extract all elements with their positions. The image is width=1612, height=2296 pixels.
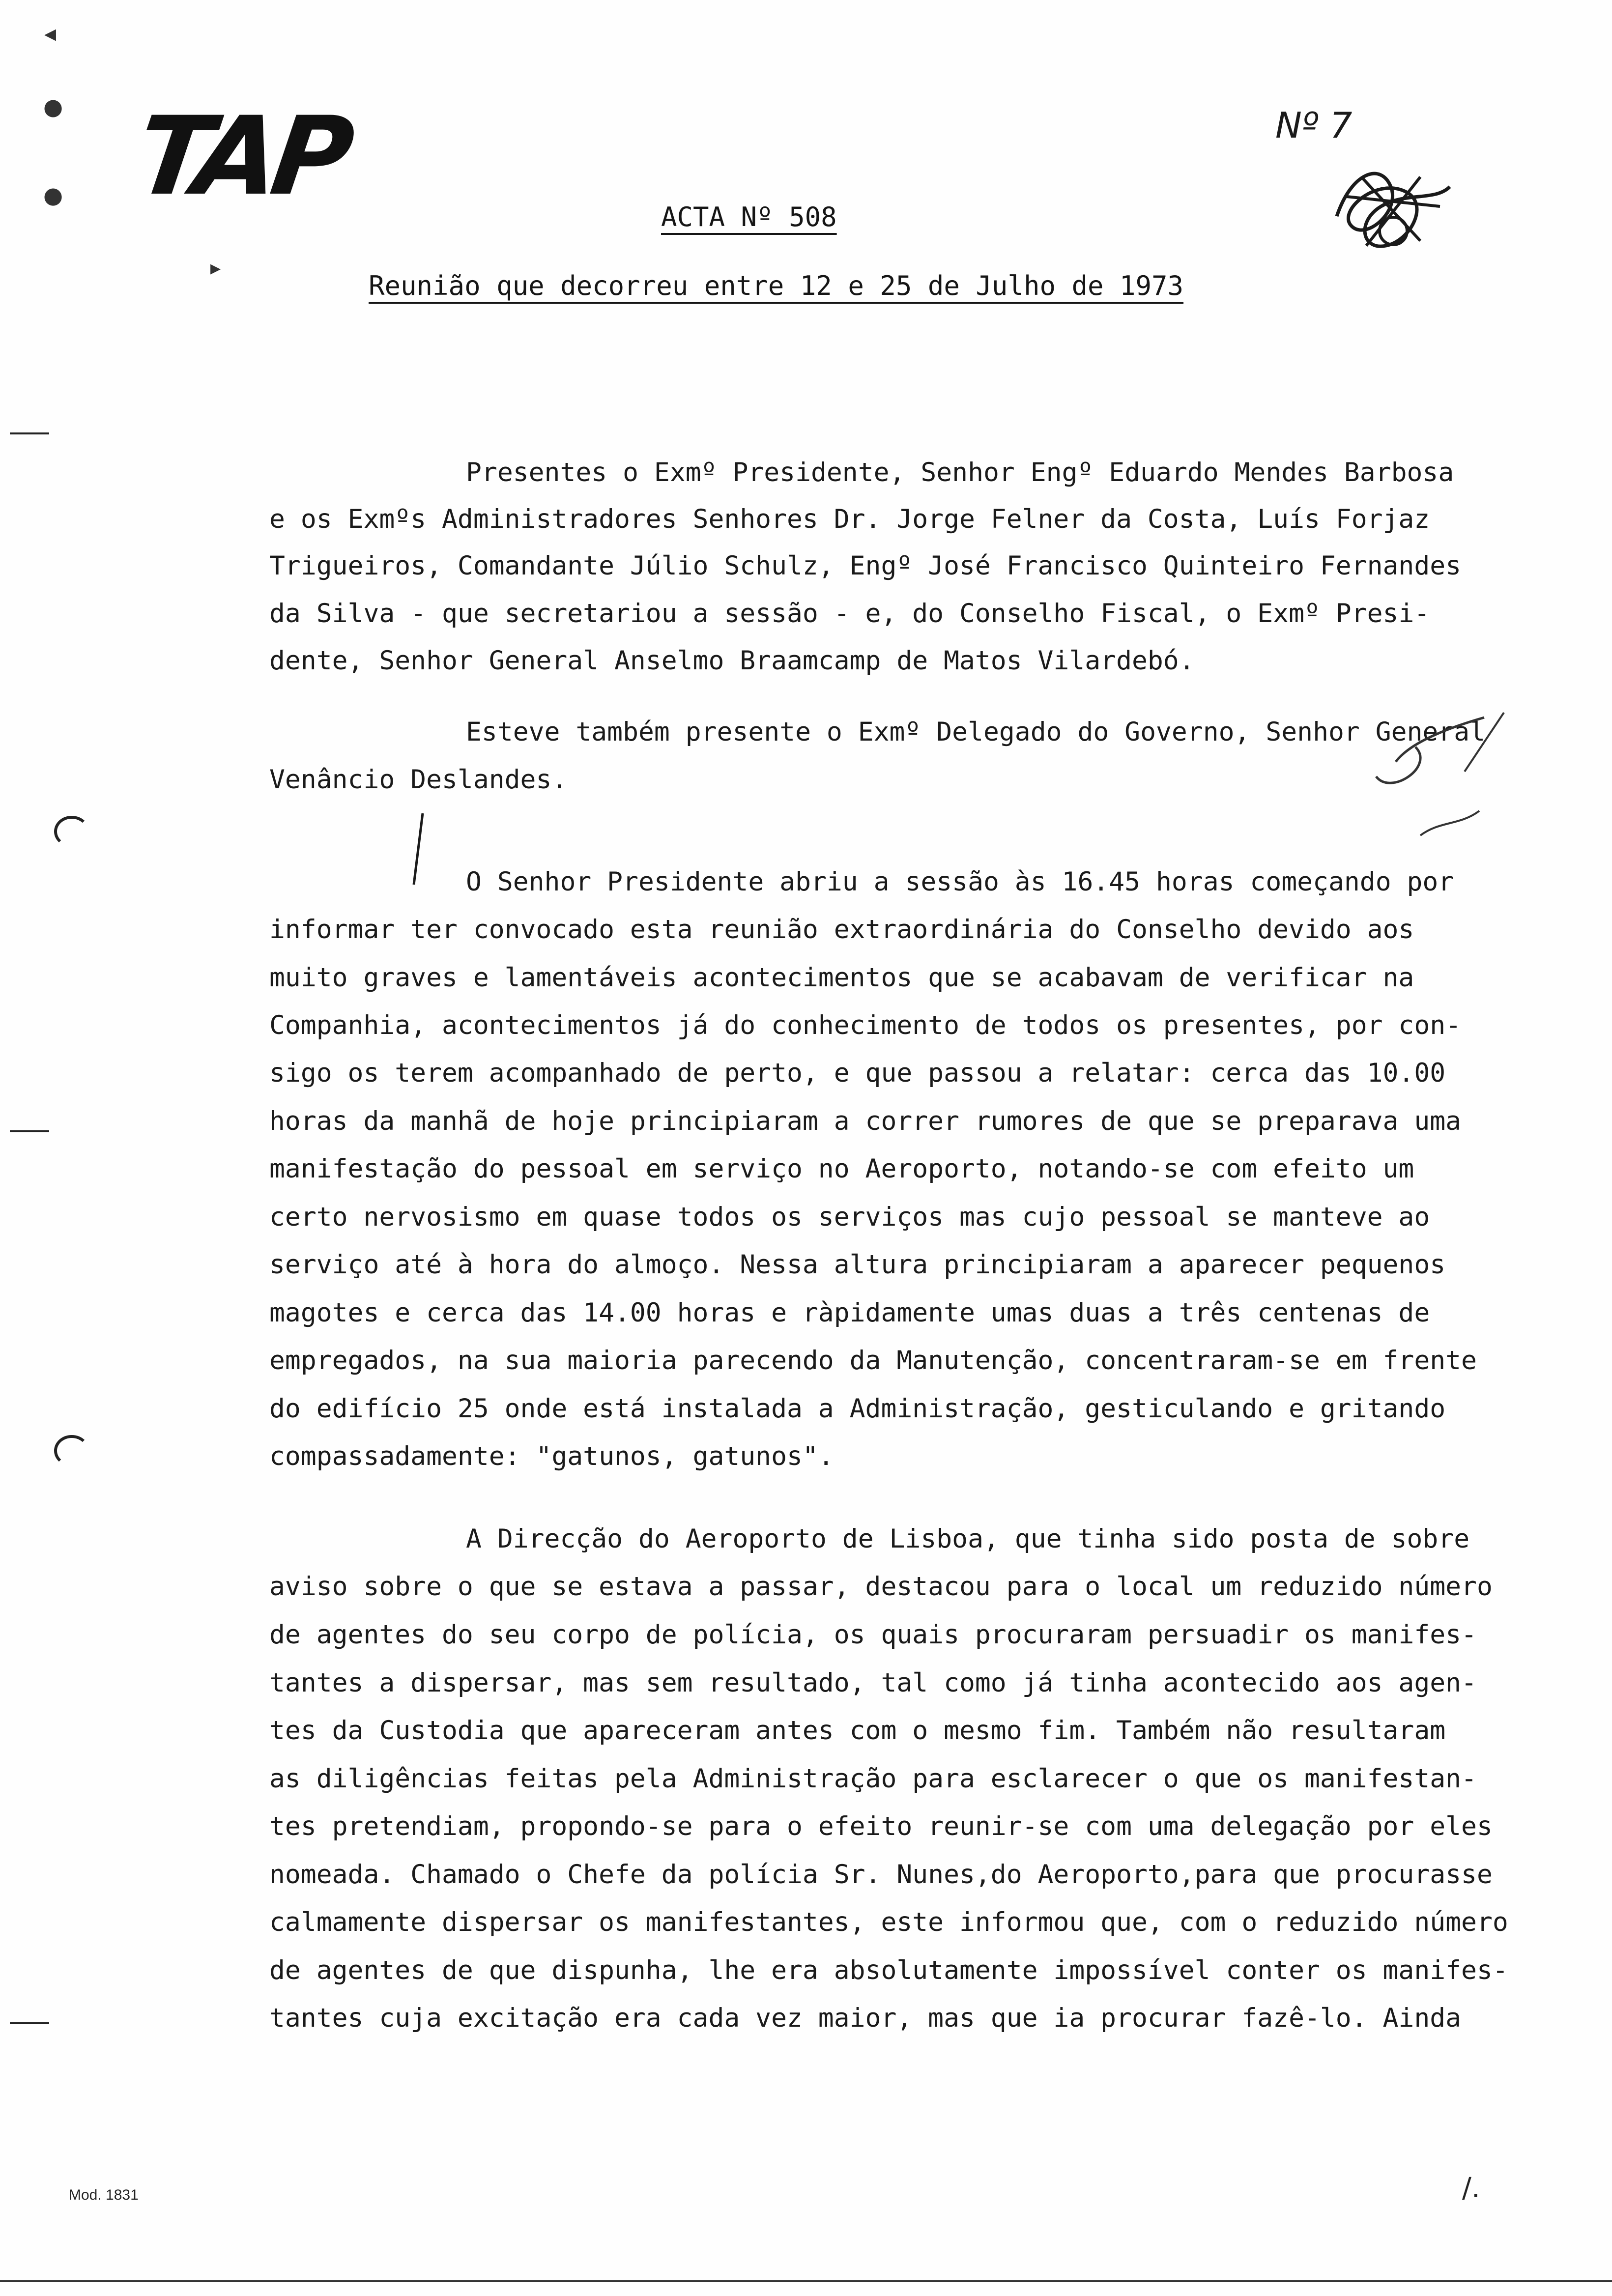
svg-text:Nº 7: Nº 7	[1275, 105, 1353, 146]
text-line: e os Exmºs Administradores Senhores Dr. Jorge Felner da Costa, Luís Forjaz	[269, 504, 1430, 534]
text-line: O Senhor Presidente abriu a sessão às 16.45 horas começando por	[466, 867, 1454, 897]
scan-speck: ▸	[210, 256, 221, 280]
text-line: tes da Custodia que apareceram antes com o mesmo fim. Também não resultaram	[269, 1716, 1446, 1746]
text-line: manifestação do pessoal em serviço no Aeroporto, notando-se com efeito um	[269, 1154, 1414, 1184]
text-line: sigo os terem acompanhado de perto, e que passou a relatar: cerca das 10.00	[269, 1058, 1446, 1088]
margin-handwritten-strokes	[1366, 649, 1524, 865]
text-line: de agentes do seu corpo de polícia, os quais procuraram persuadir os manifes-	[269, 1620, 1477, 1650]
page-bottom-edge	[0, 2280, 1612, 2282]
text-line: Venâncio Deslandes.	[269, 765, 568, 795]
text-line: muito graves e lamentáveis acontecimentos que se acabavam de verificar na	[269, 963, 1414, 993]
margin-rule-mark	[10, 1130, 49, 1132]
text-line: horas da manhã de hoje principiaram a correr rumores de que se preparava uma	[269, 1106, 1462, 1136]
scan-speck: ●	[43, 182, 63, 208]
margin-pen-stroke	[408, 811, 428, 890]
text-line: Trigueiros, Comandante Júlio Schulz, Engº José Francisco Quinteiro Fernandes	[269, 551, 1462, 581]
text-line: de agentes de que dispunha, lhe era absolutamente impossível conter os manifes-	[269, 1955, 1508, 1985]
text-line: empregados, na sua maioria parecendo da Manutenção, concentraram-se em frente	[269, 1346, 1477, 1376]
text-line: tantes a dispersar, mas sem resultado, tal como já tinha acontecido aos agen-	[269, 1668, 1477, 1698]
text-line: Esteve também presente o Exmº Delegado do Governo, Senhor General	[466, 717, 1486, 747]
text-line: do edifício 25 onde está instalada a Administração, gesticulando e gritando	[269, 1394, 1446, 1424]
text-line: aviso sobre o que se estava a passar, destacou para o local um reduzido número	[269, 1572, 1493, 1602]
margin-rule-mark	[10, 432, 49, 434]
text-line: magotes e cerca das 14.00 horas e ràpidamente umas duas a três centenas de	[269, 1298, 1430, 1328]
text-line: dente, Senhor General Anselmo Braamcamp de Matos Vilardebó.	[269, 646, 1195, 676]
text-line: compassadamente: "gatunos, gatunos".	[269, 1441, 834, 1471]
text-line: nomeada. Chamado o Chefe da polícia Sr. Nunes,do Aeroporto,para que procurasse	[269, 1860, 1493, 1890]
minutes-title: ACTA Nº 508	[661, 201, 837, 232]
text-line: A Direcção do Aeroporto de Lisboa, que tinha sido posta de sobre	[466, 1524, 1470, 1554]
tap-logo: TAP	[129, 93, 354, 219]
text-line: da Silva - que secretariou a sessão - e, do Conselho Fiscal, o Exmº Presi-	[269, 599, 1430, 629]
text-line: informar ter convocado esta reunião extraordinária do Conselho devido aos	[269, 915, 1414, 945]
scan-speck: ◂	[44, 20, 57, 47]
text-line: certo nervosismo em quase todos os serviços mas cujo pessoal se manteve ao	[269, 1202, 1430, 1232]
text-line: tantes cuja excitação era cada vez maior, mas que ia procurar fazê-lo. Ainda	[269, 2003, 1462, 2033]
form-code: Mod. 1831	[69, 2187, 139, 2203]
punch-hole	[54, 816, 89, 847]
margin-rule-mark	[10, 2022, 49, 2024]
text-line: Presentes o Exmº Presidente, Senhor Engº Eduardo Mendes Barbosa	[466, 458, 1454, 488]
text-line: calmamente dispersar os manifestantes, este informou que, com o reduzido número	[269, 1907, 1508, 1937]
text-line: tes pretendiam, propondo-se para o efeito reunir-se com uma delegação por eles	[269, 1811, 1493, 1841]
punch-hole	[54, 1435, 89, 1466]
text-line: serviço até à hora do almoço. Nessa altura principiaram a aparecer pequenos	[269, 1250, 1446, 1280]
continuation-mark: /.	[1462, 2172, 1480, 2204]
text-line: as diligências feitas pela Administração para esclarecer o que os manifestan-	[269, 1764, 1477, 1794]
scan-speck: ●	[43, 93, 63, 120]
text-line: Companhia, acontecimentos já do conhecimento de todos os presentes, por con-	[269, 1010, 1462, 1040]
meeting-subtitle: Reunião que decorreu entre 12 e 25 de Julho de 1973	[369, 270, 1184, 301]
signature-initials	[1307, 143, 1474, 270]
